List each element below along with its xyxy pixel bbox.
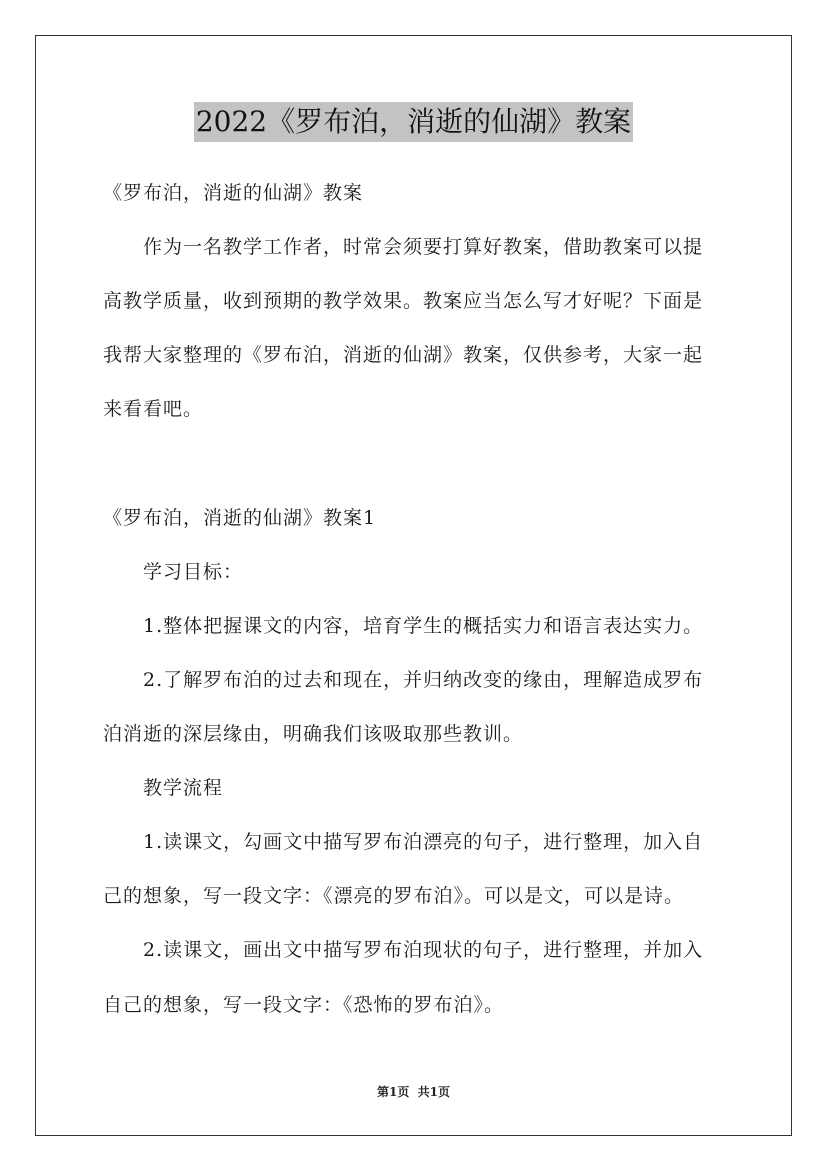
page-footer: 第1页 共1页 bbox=[376, 1085, 451, 1099]
objective-2-line-1: 2.了解罗布泊的过去和现在，并归纳改变的缘由，理解造成罗布 bbox=[143, 669, 704, 691]
title-container bbox=[0, 102, 827, 142]
step-1-line-1: 1.读课文，勾画文中描写罗布泊漂亮的句子，进行整理，加入自 bbox=[143, 831, 704, 853]
document-subtitle: 《罗布泊，消逝的仙湖》教案 bbox=[103, 182, 364, 204]
intro-line-1: 作为一名教学工作者，时常会须要打算好教案，借助教案可以提 bbox=[143, 236, 704, 258]
document-title: 2022《罗布泊，消逝的仙湖》教案 bbox=[194, 102, 633, 142]
intro-line-2: 高教学质量，收到预期的教学效果。教案应当怎么写才好呢？下面是 bbox=[103, 290, 704, 312]
intro-line-3: 我帮大家整理的《罗布泊，消逝的仙湖》教案，仅供参考，大家一起 bbox=[103, 344, 704, 366]
intro-line-4: 来看看吧。 bbox=[103, 398, 204, 420]
step-1-line-2: 己的想象，写一段文字：《漂亮的罗布泊》。可以是文，可以是诗。 bbox=[103, 885, 685, 907]
step-2-line-2: 自己的想象，写一段文字：《恐怖的罗布泊》。 bbox=[103, 994, 505, 1016]
objective-1-line-1: 1.整体把握课文的内容，培育学生的概括实力和语言表达实力。 bbox=[143, 615, 704, 637]
section-heading: 《罗布泊，消逝的仙湖》教案1 bbox=[103, 507, 377, 529]
step-2-line-1: 2.读课文，画出文中描写罗布泊现状的句子，进行整理，并加入 bbox=[143, 939, 704, 961]
process-label: 教学流程 bbox=[143, 777, 224, 799]
objective-2-line-2: 泊消逝的深层缘由，明确我们该吸取那些教训。 bbox=[103, 723, 524, 745]
objectives-label: 学习目标： bbox=[143, 561, 244, 583]
